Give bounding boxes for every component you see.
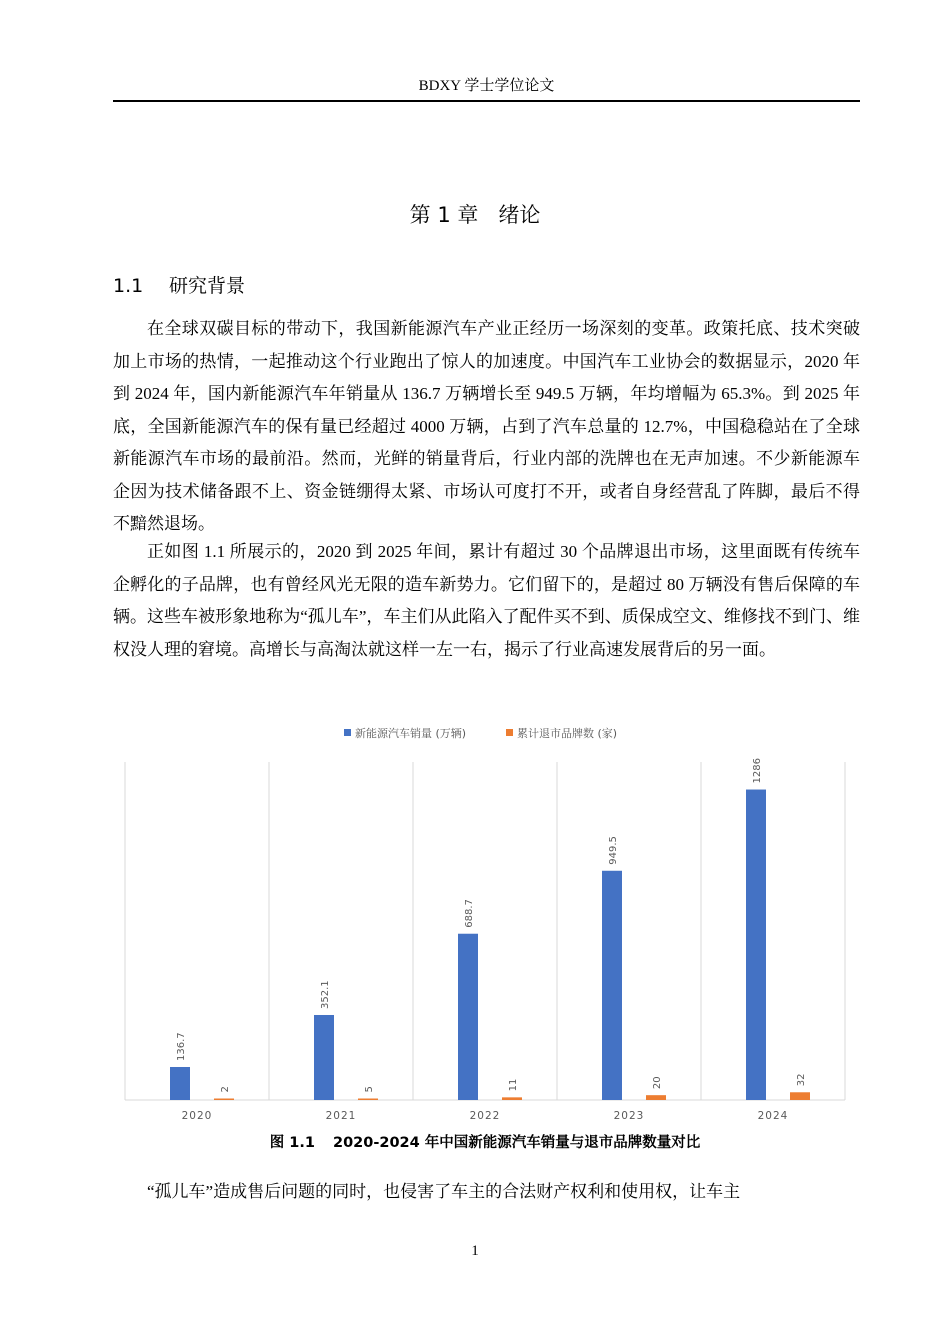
body-paragraph-2: 正如图 1.1 所展示的，2020 到 2025 年间，累计有超过 30 个品牌退出市场，这里面既有传统车企孵化的子品牌，也有曾经风光无限的造车新势力。它们留下的，是超过 80 万辆没有售后保障的车辆。这些车被形象地称为“孤儿车”，车主们从此陷入了配件买不到、质保成空文、维修找不到门、维权没人理的窘境。高增长与高淘汰就这样一左一右，揭示了行业高速发展背后的另一面。 [113,542,860,659]
bar-exits-2024 [790,1092,810,1100]
header-rule [113,100,860,102]
x-tick-label-2024: 2024 [757,1110,789,1122]
bar-sales-2020 [170,1067,190,1100]
section-name: 研究背景 [169,275,246,297]
chapter-number: 第 1 章 [409,203,479,227]
figure-caption-text: 2020-2024 年中国新能源汽车销量与退市品牌数量对比 [332,1135,701,1151]
chapter-title [0,200,950,230]
x-tick-label-2020: 2020 [181,1110,213,1122]
bar-exits-2022 [502,1097,522,1100]
data-label-exits-2023: 20 [652,1076,663,1090]
data-label-exits-2021: 5 [364,1086,375,1093]
legend-swatch-2 [506,729,513,736]
bar-exits-2021 [358,1099,378,1101]
body-paragraph-1: 在全球双碳目标的带动下，我国新能源汽车产业正经历一场深刻的变革。政策托底、技术突破加上市场的热情，一起推动这个行业跑出了惊人的加速度。中国汽车工业协会的数据显示，2020 年到 2024 年，国内新能源汽车年销量从 136.7 万辆增长至 949.5 万辆，年均增幅为 65.3%。到 2025 年底，全国新能源汽车的保有量已经超过 4000 万辆，占到了汽车总量的 12.7%，中国稳稳站在了全球新能源汽车市场的最前沿。然而，光鲜的销量背后，行业内部的洗牌也在无声加速。不少新能源车企因为技术储备跟不上、资金链绷得太紧、市场认可度打不开，或者自身经营乱了阵脚，最后不得不黯然退场。 [113,319,860,533]
data-label-sales-2022: 688.7 [464,899,475,928]
legend-label-2: 累计退市品牌数 (家) [517,727,618,740]
x-tick-label-2023: 2023 [613,1110,645,1122]
running-header: BDXY 学士学位论文 [418,78,555,94]
chart-svg [120,718,850,1130]
legend-label-1: 新能源汽车销量 (万辆) [355,727,467,740]
figure-caption [0,1132,950,1154]
bar-sales-2021 [314,1015,334,1100]
data-label-sales-2021: 352.1 [320,980,331,1009]
section-heading [113,272,245,300]
data-label-exits-2022: 11 [508,1078,519,1092]
legend-swatch-1 [344,729,351,736]
sales-vs-exits-chart [120,718,850,1130]
x-tick-label-2022: 2022 [469,1110,501,1122]
bar-sales-2023 [602,871,622,1100]
x-tick-label-2021: 2021 [325,1110,357,1122]
bar-sales-2024 [746,790,766,1100]
figure-label: 图 1.1 [269,1135,315,1151]
section-number: 1.1 [113,275,144,297]
bar-sales-2022 [458,934,478,1100]
page-number: 1 [471,1243,479,1259]
body-paragraph-3: “孤儿车”造成售后问题的同时，也侵害了车主的合法财产权利和使用权，让车主 [147,1182,741,1201]
bar-exits-2023 [646,1095,666,1100]
bar-exits-2020 [214,1099,234,1101]
data-label-sales-2024: 1286 [752,758,763,784]
data-label-exits-2020: 2 [220,1086,231,1093]
chapter-name: 绪论 [498,203,541,227]
data-label-exits-2024: 32 [796,1073,807,1087]
data-label-sales-2023: 949.5 [608,836,619,865]
data-label-sales-2020: 136.7 [176,1032,187,1061]
